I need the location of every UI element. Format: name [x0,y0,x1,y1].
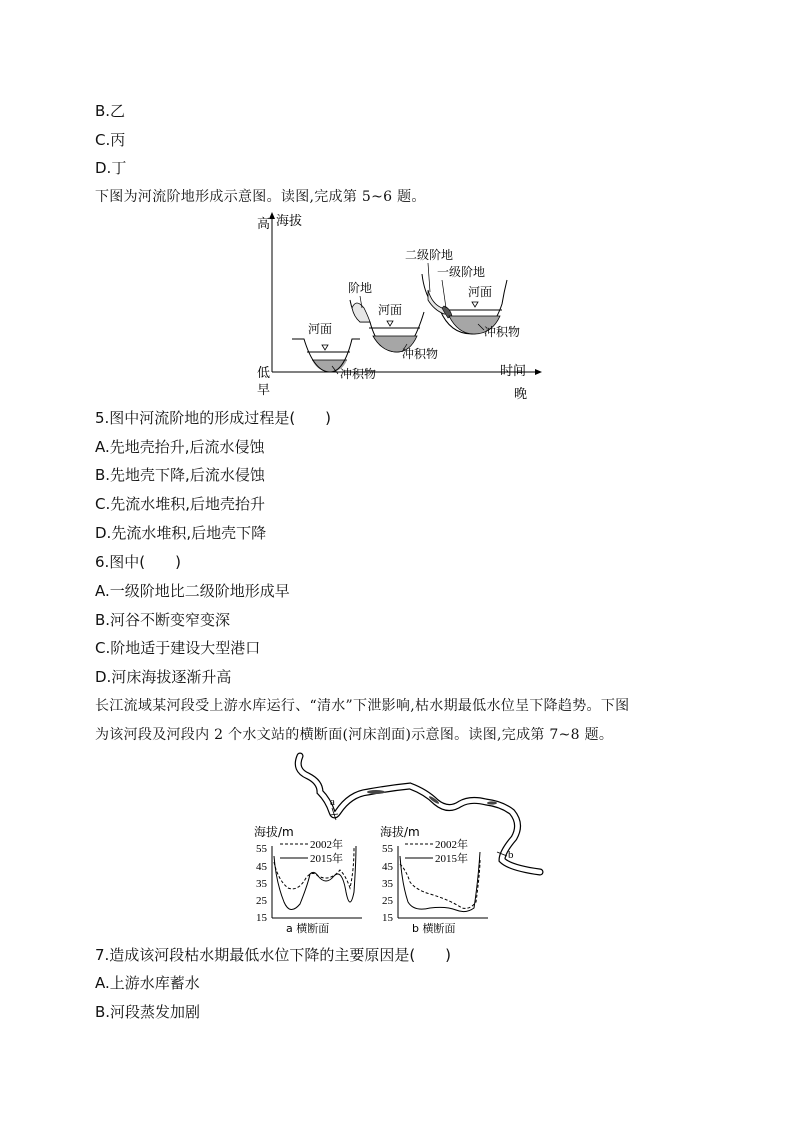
panel-b-caption: b 横断面 [412,922,456,935]
q5-option-a: A.先地壳抬升,后流水侵蚀 [95,438,265,456]
q5-option-c: C.先流水堆积,后地壳抬升 [95,495,266,513]
option-d: D.丁 [95,159,127,177]
option-c: C.丙 [95,131,126,149]
panel-a-tick-25: 25 [256,895,267,907]
stage1-sediment-label: 冲积物 [340,367,377,381]
panel-b-tick-45: 45 [382,861,393,873]
stage3-terrace2-label: 二级阶地 [405,248,454,262]
panel-b-y-title: 海拔/m [380,825,420,839]
stage3-terrace1-label: 一级阶地 [437,265,486,279]
panel-a-tick-35: 35 [256,878,267,890]
q7-option-a: A.上游水库蓄水 [95,974,200,992]
panel-b-tick-55: 55 [382,843,393,855]
x-axis-title: 时间 [500,364,527,379]
q6-option-a: A.一级阶地比二级阶地形成早 [95,582,290,600]
panel-a-tick-55: 55 [256,843,267,855]
stage2-terrace-label: 阶地 [348,281,373,295]
panel-a-caption: a 横断面 [286,922,330,935]
y-bottom-label: 低 [257,366,271,381]
y-top-label: 高 [257,217,271,232]
stage1-river-label: 河面 [308,322,333,336]
q5-option-d: D.先流水堆积,后地壳下降 [95,524,267,542]
q6-option-d: D.河床海拔逐渐升高 [95,668,232,686]
option-b: B.乙 [95,102,126,120]
panel-b-tick-15: 15 [382,912,393,924]
y-axis-title: 海拔 [276,214,303,229]
map-label-b: b [508,849,514,861]
panel-b-legend-2015: 2015年 [435,853,468,865]
panel-b-tick-35: 35 [382,878,393,890]
panel-a-legend-2002: 2002年 [310,839,343,851]
panel-a-tick-15: 15 [256,912,267,924]
q6-option-b: B.河谷不断变窄变深 [95,611,231,629]
stage2-sediment-label: 冲积物 [402,347,439,361]
panel-a-tick-45: 45 [256,861,267,873]
panel-b-tick-25: 25 [382,895,393,907]
panel-b-legend-2002: 2002年 [435,839,468,851]
x-start-label: 早 [257,383,271,398]
x-end-label: 晚 [514,387,528,402]
stage3-river-label: 河面 [468,285,493,299]
q7-stem: 7.造成该河段枯水期最低水位下降的主要原因是( ) [95,946,452,964]
q6-stem: 6.图中( ) [95,553,182,571]
panel-a-legend-2015: 2015年 [310,853,343,865]
stage3-sediment-label: 冲积物 [484,325,521,339]
intro-q7-8-line1: 长江流域某河段受上游水库运行、“清水”下泄影响,枯水期最低水位呈下降趋势。下图 [95,698,630,714]
stage2-river-label: 河面 [378,303,403,317]
river-figure [250,752,550,935]
cross-section-b [380,824,488,935]
map-label-a: a [330,796,335,808]
q5-option-b: B.先地壳下降,后流水侵蚀 [95,466,265,484]
q5-stem: 5.图中河流阶地的形成过程是( ) [95,409,332,427]
intro-q5-6: 下图为河流阶地形成示意图。读图,完成第 5~6 题。 [95,189,426,205]
q7-option-b: B.河段蒸发加剧 [95,1003,201,1021]
cross-section-a [254,824,362,935]
panel-a-y-title: 海拔/m [254,825,294,839]
terrace-figure [252,212,552,402]
q6-option-c: C.阶地适于建设大型港口 [95,639,261,657]
intro-q7-8-line2: 为该河段及河段内 2 个水文站的横断面(河床剖面)示意图。读图,完成第 7~8 题。 [95,727,614,743]
